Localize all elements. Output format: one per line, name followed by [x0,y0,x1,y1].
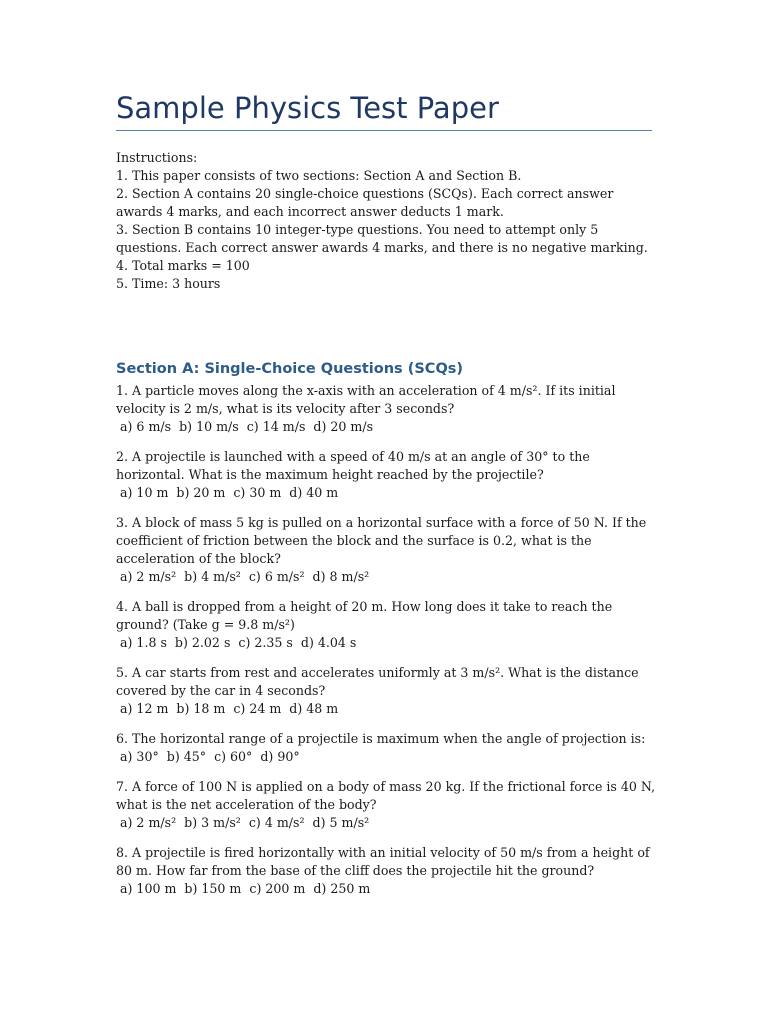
question-text: 4. A ball is dropped from a height of 20 m. How long does it take to reach the ground? (Take g = 9.8 m/s²) [116,599,613,632]
question-options: a) 2 m/s² b) 3 m/s² c) 4 m/s² d) 5 m/s² [116,815,370,830]
question-options: a) 100 m b) 150 m c) 200 m d) 250 m [116,881,371,896]
question-item [116,382,656,436]
page-title: Sample Physics Test Paper [116,91,499,125]
section-a-heading: Section A: Single-Choice Questions (SCQs) [116,361,464,377]
question-text: 2. A projectile is launched with a speed of 40 m/s at an angle of 30° to the horizontal. What is the maximum height reached by the projectile? [116,449,590,482]
question-text: 6. The horizontal range of a projectile is maximum when the angle of projection is: [116,731,646,746]
question-options: a) 6 m/s b) 10 m/s c) 14 m/s d) 20 m/s [116,419,374,434]
question-item [116,598,656,652]
question-options: a) 2 m/s² b) 4 m/s² c) 6 m/s² d) 8 m/s² [116,569,370,584]
question-list [116,382,656,910]
question-options: a) 12 m b) 18 m c) 24 m d) 48 m [116,701,339,716]
instruction-item: 5. Time: 3 hours [116,276,221,291]
instruction-item: 2. Section A contains 20 single-choice questions (SCQs). Each correct answer awards 4 marks, and each incorrect answer deducts 1 mark. [116,186,614,219]
question-options: a) 10 m b) 20 m c) 30 m d) 40 m [116,485,339,500]
question-item [116,514,656,586]
question-text: 3. A block of mass 5 kg is pulled on a horizontal surface with a force of 50 N. If the coefficient of friction between the block and the surface is 0.2, what is the acceleration of the block? [116,515,647,566]
question-text: 5. A car starts from rest and accelerates uniformly at 3 m/s². What is the distance covered by the car in 4 seconds? [116,665,639,698]
question-item [116,448,656,502]
instruction-item: 4. Total marks = 100 [116,258,250,273]
question-item [116,730,656,766]
question-options: a) 30° b) 45° c) 60° d) 90° [116,749,300,764]
question-item [116,778,656,832]
question-text: 1. A particle moves along the x-axis with an acceleration of 4 m/s². If its initial velocity is 2 m/s, what is its velocity after 3 seconds? [116,383,616,416]
instruction-item: 3. Section B contains 10 integer-type questions. You need to attempt only 5 questions. Each correct answer awards 4 marks, and there is no negative marking. [116,222,648,255]
instructions-block [116,149,656,293]
question-options: a) 1.8 s b) 2.02 s c) 2.35 s d) 4.04 s [116,635,357,650]
question-item [116,664,656,718]
question-item [116,844,656,898]
question-text: 8. A projectile is fired horizontally with an initial velocity of 50 m/s from a height of 80 m. How far from the base of the cliff does the projectile hit the ground? [116,845,650,878]
instructions-heading: Instructions: [116,150,198,165]
title-divider [116,130,652,131]
instruction-item: 1. This paper consists of two sections: Section A and Section B. [116,168,522,183]
question-text: 7. A force of 100 N is applied on a body of mass 20 kg. If the frictional force is 40 N, what is the net acceleration of the body? [116,779,656,812]
